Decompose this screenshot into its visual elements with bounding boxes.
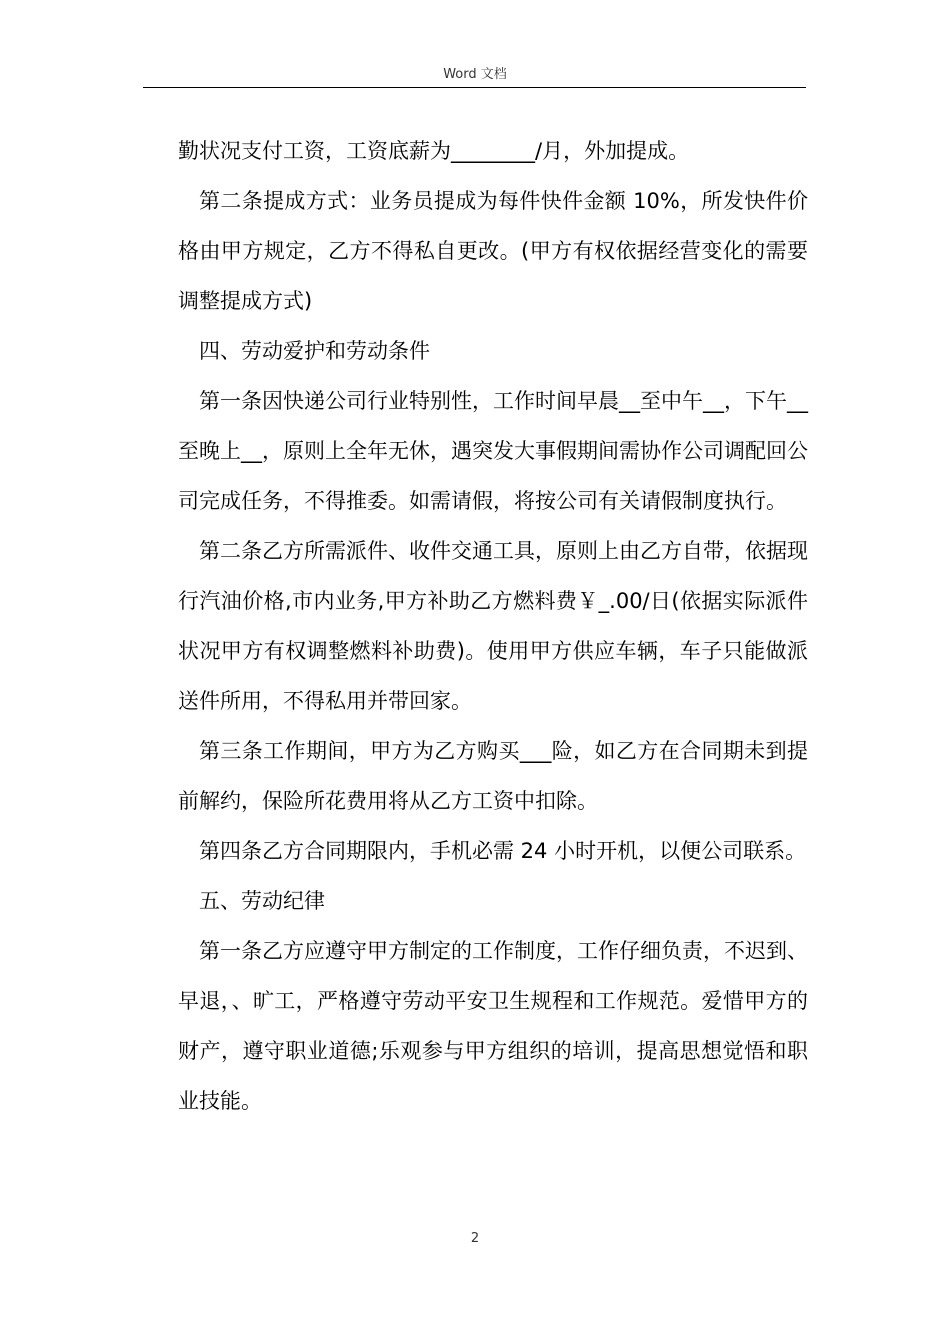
header-title: Word 文档 bbox=[443, 67, 507, 82]
section-heading-labor-discipline: 五、劳动纪律 bbox=[199, 889, 325, 913]
paragraph-work-rules: 第一条乙方应遵守甲方制定的工作制度，工作仔细负责，不迟到、早退，、旷工，严格遵守劳动平安卫生规程和工作规范。爱惜甲方的财产，遵守职业道德;乐观参与甲方组织的培训，提高思想觉悟和职业技能。 bbox=[178, 939, 808, 1113]
paragraph-working-hours: 第一条因快递公司行业特别性，工作时间早晨__至中午__，下午__至晚上__，原则上全年无休，遇突发大事假期间需协作公司调配回公司完成任务，不得推委。如需请假，将按公司有关请假制度执行。 bbox=[178, 389, 808, 513]
paragraph-transport-fuel: 第二条乙方所需派件、收件交通工具，原则上由乙方自带，依据现行汽油价格,市内业务,甲方补助乙方燃料费￥_.00/日(依据实际派件状况甲方有权调整燃料补助费)。使用甲方供应车辆，车子只能做派送件所用，不得私用并带回家。 bbox=[178, 539, 808, 713]
document-body bbox=[178, 126, 808, 1126]
paragraph-insurance: 第三条工作期间，甲方为乙方购买___险，如乙方在合同期未到提前解约，保险所花费用将从乙方工资中扣除。 bbox=[178, 739, 808, 813]
page-number: 2 bbox=[470, 1231, 480, 1246]
section-heading-labor-protection: 四、劳动爱护和劳动条件 bbox=[199, 339, 430, 363]
paragraph-salary-continuation: 勤状况支付工资，工资底薪为________/月，外加提成。 bbox=[178, 139, 690, 163]
page-header bbox=[0, 66, 950, 84]
paragraph-commission-method: 第二条提成方式：业务员提成为每件快件金额 10%，所发快件价格由甲方规定，乙方不得私自更改。(甲方有权依据经营变化的需要调整提成方式) bbox=[178, 189, 808, 313]
paragraph-phone-availability: 第四条乙方合同期限内，手机必需 24 小时开机，以便公司联系。 bbox=[199, 839, 807, 863]
header-divider bbox=[143, 87, 806, 88]
